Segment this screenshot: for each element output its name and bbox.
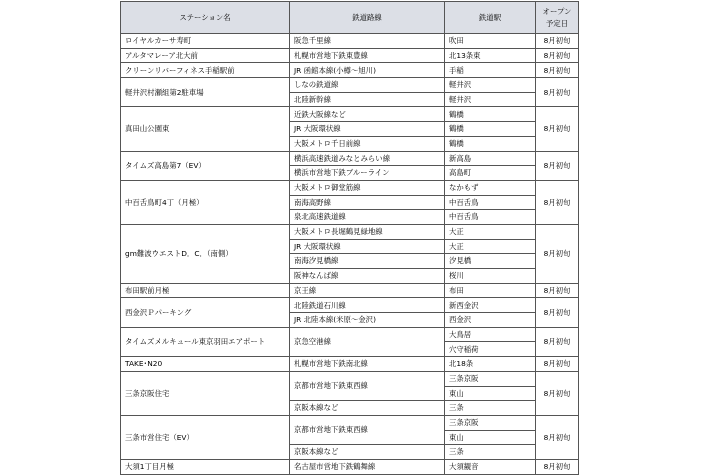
rail-station-cell: 中百舌鳥 — [445, 210, 536, 225]
rail-line-cell: JR 函館本線(小樽～旭川) — [290, 63, 445, 78]
rail-line-cell: 泉北高速鉄道線 — [290, 210, 445, 225]
rail-station-cell: 東山 — [445, 430, 536, 445]
rail-line-cell: 大阪メトロ千日前線 — [290, 136, 445, 151]
rail-line-cell: 札幌市営地下鉄東豊線 — [290, 48, 445, 63]
table-row — [121, 151, 579, 166]
table-body — [121, 34, 579, 475]
station-name-cell: gm難波ウエストD．C．（南側） — [121, 224, 290, 283]
rail-station-cell: 西金沢 — [445, 313, 536, 328]
table-row — [121, 357, 579, 372]
table-row — [121, 224, 579, 239]
rail-station-cell: なかもず — [445, 180, 536, 195]
station-name-cell: タイムズ高島第7（EV） — [121, 151, 290, 180]
table-row — [121, 298, 579, 313]
rail-station-cell: 大須観音 — [445, 459, 536, 474]
station-name-cell: 軽井沢村瀬組第2駐車場 — [121, 78, 290, 107]
table-row — [121, 371, 579, 386]
open-date-cell: 8月初旬 — [536, 224, 579, 283]
station-name-cell: アルタマレーア北大前 — [121, 48, 290, 63]
rail-line-cell: 京急空港線 — [290, 327, 445, 356]
open-date-cell: 8月初旬 — [536, 327, 579, 356]
rail-line-cell: 南海汐見橋線 — [290, 254, 445, 269]
table-row — [121, 63, 579, 78]
open-date-cell: 8月初旬 — [536, 357, 579, 372]
table-row — [121, 180, 579, 195]
rail-station-cell: 新高島 — [445, 151, 536, 166]
rail-station-cell: 大鳥居 — [445, 327, 536, 342]
open-date-cell: 8月初旬 — [536, 107, 579, 151]
rail-station-cell: 吹田 — [445, 34, 536, 49]
station-name-cell: TAKE･N20 — [121, 357, 290, 372]
rail-line-cell: 京都市営地下鉄東西線 — [290, 415, 445, 444]
table-row — [121, 34, 579, 49]
rail-station-cell: 鶴橋 — [445, 122, 536, 137]
table-row — [121, 107, 579, 122]
rail-line-cell: 北陸鉄道石川線 — [290, 298, 445, 313]
rail-line-cell: 京阪本線など — [290, 401, 445, 416]
table-row — [121, 327, 579, 342]
rail-station-cell: 大正 — [445, 239, 536, 254]
rail-line-cell: 北陸新幹線 — [290, 92, 445, 107]
col-header-open-line2: 予定日 — [545, 18, 569, 28]
station-name-cell: 布田駅前月極 — [121, 283, 290, 298]
rail-station-cell: 三条京阪 — [445, 415, 536, 430]
open-date-cell: 8月初旬 — [536, 298, 579, 327]
station-name-cell: 中百舌鳥町4丁（月極） — [121, 180, 290, 224]
rail-line-cell: 京王線 — [290, 283, 445, 298]
rail-line-cell: 阪急千里線 — [290, 34, 445, 49]
open-date-cell: 8月初旬 — [536, 180, 579, 224]
station-name-cell: 三条市営住宅（EV） — [121, 415, 290, 459]
station-name-cell: 西金沢Ｐパーキング — [121, 298, 290, 327]
rail-line-cell: 阪神なんば線 — [290, 269, 445, 284]
station-name-cell: タイムズメルキュール東京羽田エアポート — [121, 327, 290, 356]
table-row — [121, 459, 579, 474]
rail-line-cell: 京阪本線など — [290, 445, 445, 460]
rail-station-cell: 北13条東 — [445, 48, 536, 63]
open-date-cell: 8月初旬 — [536, 459, 579, 474]
rail-station-cell: 布田 — [445, 283, 536, 298]
col-header-station: ステーション名 — [121, 2, 290, 34]
rail-station-cell: 三条京阪 — [445, 371, 536, 386]
rail-station-cell: 中百舌鳥 — [445, 195, 536, 210]
col-header-open-date — [536, 2, 579, 34]
rail-station-cell: 北18条 — [445, 357, 536, 372]
col-header-line: 鉄道路線 — [290, 2, 445, 34]
rail-station-cell: 東山 — [445, 386, 536, 401]
col-header-rail-station: 鉄道駅 — [445, 2, 536, 34]
rail-line-cell: 札幌市営地下鉄南北線 — [290, 357, 445, 372]
open-date-cell: 8月初旬 — [536, 34, 579, 49]
rail-line-cell: 横浜市営地下鉄ブルーライン — [290, 166, 445, 181]
rail-line-cell: しなの鉄道線 — [290, 78, 445, 93]
table-row — [121, 415, 579, 430]
station-name-cell: 三条京阪住宅 — [121, 371, 290, 415]
table-row — [121, 283, 579, 298]
rail-station-cell: 手稲 — [445, 63, 536, 78]
rail-station-cell: 鶴橋 — [445, 107, 536, 122]
rail-line-cell: 横浜高速鉄道みなとみらい線 — [290, 151, 445, 166]
rail-station-cell: 鶴橋 — [445, 136, 536, 151]
open-date-cell: 8月初旬 — [536, 63, 579, 78]
rail-line-cell: 南海高野線 — [290, 195, 445, 210]
rail-line-cell: JR 北陸本線(米原～金沢) — [290, 313, 445, 328]
station-name-cell: クリーンリバーフィネス手稲駅前 — [121, 63, 290, 78]
rail-station-cell: 高島町 — [445, 166, 536, 181]
rail-line-cell: 京都市営地下鉄東西線 — [290, 371, 445, 400]
rail-station-cell: 軽井沢 — [445, 92, 536, 107]
open-date-cell: 8月初旬 — [536, 151, 579, 180]
rail-station-cell: 桜川 — [445, 269, 536, 284]
rail-station-cell: 穴守稲荷 — [445, 342, 536, 357]
table-header-row — [121, 2, 579, 34]
rail-line-cell: 大阪メトロ長堀鶴見緑地線 — [290, 224, 445, 239]
rail-line-cell: 名古屋市営地下鉄鶴舞線 — [290, 459, 445, 474]
open-date-cell: 8月初旬 — [536, 415, 579, 459]
station-name-cell: ロイヤルカーサ寿町 — [121, 34, 290, 49]
station-name-cell: 真田山公園東 — [121, 107, 290, 151]
rail-station-cell: 三条 — [445, 401, 536, 416]
rail-station-cell: 新西金沢 — [445, 298, 536, 313]
table-row — [121, 48, 579, 63]
open-date-cell: 8月初旬 — [536, 78, 579, 107]
open-date-cell: 8月初旬 — [536, 48, 579, 63]
rail-station-cell: 汐見橋 — [445, 254, 536, 269]
table-row — [121, 78, 579, 93]
rail-line-cell: 近鉄大阪線など — [290, 107, 445, 122]
rail-line-cell: JR 大阪環状線 — [290, 122, 445, 137]
rail-line-cell: 大阪メトロ御堂筋線 — [290, 180, 445, 195]
open-date-cell: 8月初旬 — [536, 283, 579, 298]
col-header-open-line1: オープン — [542, 7, 572, 17]
open-date-cell: 8月初旬 — [536, 371, 579, 415]
station-name-cell: 大須1丁目月極 — [121, 459, 290, 474]
rail-station-cell: 三条 — [445, 445, 536, 460]
rail-station-cell: 軽井沢 — [445, 78, 536, 93]
rail-line-cell: JR 大阪環状線 — [290, 239, 445, 254]
station-table — [120, 1, 579, 475]
rail-station-cell: 大正 — [445, 224, 536, 239]
